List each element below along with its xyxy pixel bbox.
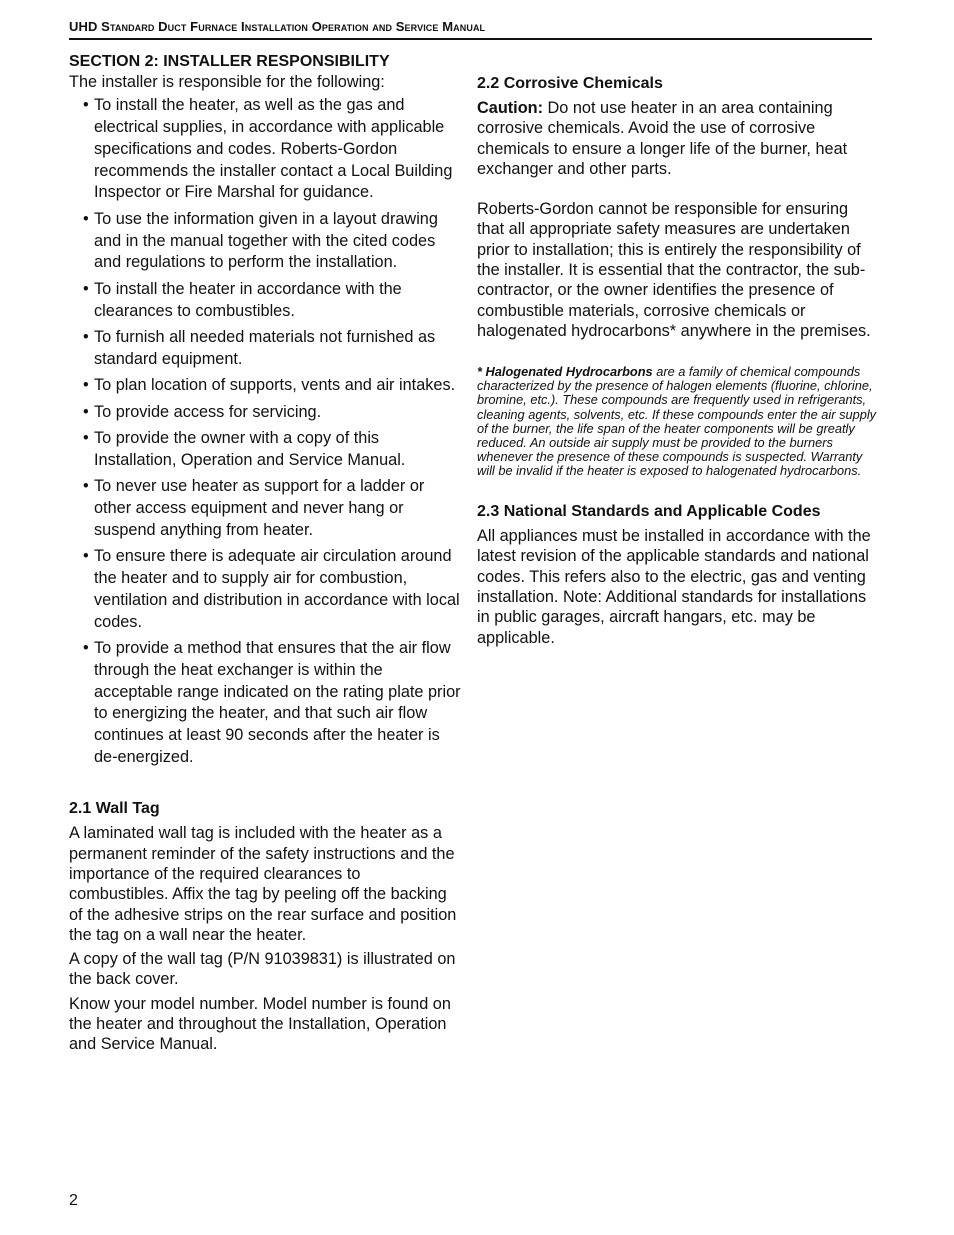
list-item: • To use the information given in a layout drawing and in the manual together with the cited codes and regulations to perform the installation. <box>83 209 438 272</box>
bullet-icon: • <box>83 279 89 298</box>
national-standards-paragraph: All appliances must be installed in accordance with the latest revision of the applicable standards and national codes. This refers also to the electric, gas and venting installation. Note: Additional standards for installations in public garages, aircraft hangars, etc. may be applicable. <box>477 527 871 647</box>
corrosive-heading: 2.2 Corrosive Chemicals <box>477 75 663 92</box>
wall-tag-body <box>69 823 461 1054</box>
list-item: • To provide the owner with a copy of this Installation, Operation and Service Manual. <box>83 429 406 469</box>
footnote <box>477 365 877 478</box>
bullet-icon: • <box>83 328 89 347</box>
national-standards-heading: 2.3 National Standards and Applicable Codes <box>477 503 821 521</box>
footnote-label: * Halogenated Hydrocarbons <box>477 364 653 380</box>
wall-tag-heading: 2.1 Wall Tag <box>69 800 160 818</box>
caution-label: Caution: <box>477 99 544 117</box>
left-column <box>69 52 461 1059</box>
paragraph: Know your model number. Model number is found on the heater and throughout the Installation, Operation and Service Manual. <box>69 994 451 1054</box>
list-item: • To plan location of supports, vents and air intakes. <box>83 375 461 397</box>
bullet-icon: • <box>83 547 89 566</box>
bullet-icon: • <box>83 96 89 115</box>
list-item: • To furnish all needed materials not furnished as standard equipment. <box>83 328 436 368</box>
responsibility-list <box>69 95 461 768</box>
footnote-text: are a family of chemical compounds characterized by the presence of halogen elements (fluorine, chlorine, bromine, etc.). These compounds are frequently used in refrigerants, cleaning agents, solvents, etc. If these compounds enter the air supply of the burner, the life span of the heater components will be greatly reduced. An outside air supply must be provided to the burners whenever the presence of these compounds is suspected. Warranty will be invalid if the heater is exposed to halogenated hydrocarbons. <box>477 364 877 478</box>
right-column <box>477 74 877 648</box>
page-number: 2 <box>69 1192 78 1209</box>
list-item: • To never use heater as support for a ladder or other access equipment and never hang or suspend anything from heater. <box>83 477 425 539</box>
section-intro: The installer is responsible for the following: <box>69 73 385 91</box>
paragraph: A copy of the wall tag (P/N 91039831) is illustrated on the back cover. <box>69 950 456 989</box>
list-item: • To install the heater in accordance with the clearances to combustibles. <box>83 279 402 320</box>
paragraph: A laminated wall tag is included with the heater as a permanent reminder of the safety instructions and the importance of the required clearances to combustibles. Affix the tag by peeling off the backing of the adhesive strips on the rear surface and position the tag on a wall near the heater. <box>69 824 457 944</box>
list-item: • To install the heater, as well as the gas and electrical supplies, in accordance with applicable specifications and codes. Roberts-Gordon recommends the installer contact a Local Building Inspector or Fire Marshal for guidance. <box>83 96 453 202</box>
header-rule <box>69 38 872 40</box>
bullet-icon: • <box>83 376 89 395</box>
section-title: SECTION 2: INSTALLER RESPONSIBILITY <box>69 53 390 70</box>
bullet-icon: • <box>83 429 89 448</box>
list-item: • To provide access for servicing. <box>83 402 461 424</box>
responsibility-paragraph: Roberts-Gordon cannot be responsible for ensuring that all appropriate safety measures are undertaken prior to installation; this is entirely the responsibility of the installer. It is essential that the contractor, the sub-contractor, or the owner identifies the presence of combustible materials, corrosive chemicals or halogenated hydrocarbons* anywhere in the premises. <box>477 200 871 340</box>
list-item: • To ensure there is adequate air circulation around the heater and to supply air for combustion, ventilation and distribution in accordance with local codes. <box>83 547 460 631</box>
bullet-icon: • <box>83 638 89 657</box>
caution-text: Do not use heater in an area containing corrosive chemicals. Avoid the use of corrosive chemicals to ensure a longer life of the burner, heat exchanger and other parts. <box>477 99 848 178</box>
bullet-icon: • <box>83 402 89 421</box>
bullet-icon: • <box>83 477 89 496</box>
caution-paragraph <box>477 98 877 179</box>
running-header: UHD Standard Duct Furnace Installation Operation and Service Manual <box>69 19 486 34</box>
list-item: • To provide a method that ensures that the air flow through the heat exchanger is within the acceptable range indicated on the rating plate prior to energizing the heater, and that such air flow continues at least 90 seconds after the heater is de-energized. <box>83 638 461 766</box>
bullet-icon: • <box>83 209 89 228</box>
